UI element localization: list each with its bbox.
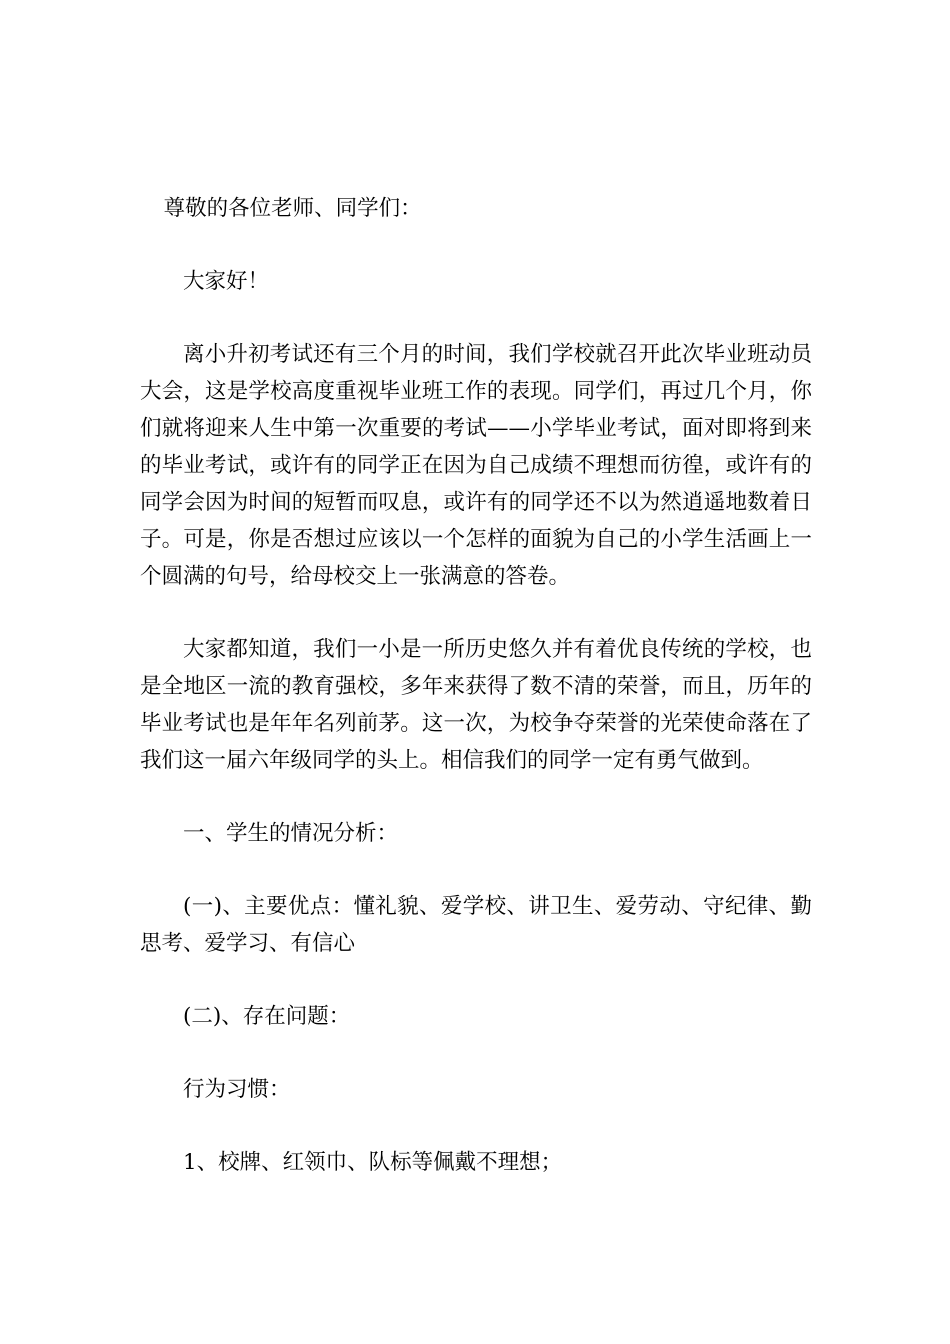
subsection-problems: (二)、存在问题：	[183, 1004, 351, 1029]
greeting: 大家好！	[183, 269, 270, 294]
salutation: 尊敬的各位老师、同学们：	[163, 196, 422, 221]
document-body	[140, 190, 812, 1217]
subsection-strengths: (一)、主要优点：懂礼貌、爱学校、讲卫生、爱劳动、守纪律、勤思考、爱学习、有信心	[140, 894, 812, 956]
section-heading-student-analysis: 一、学生的情况分析：	[183, 821, 399, 846]
list-item: 1、校牌、红领巾、队标等佩戴不理想；	[183, 1150, 563, 1175]
paragraph-school: 大家都知道，我们一小是一所历史悠久并有着优良传统的学校，也是全地区一流的教育强校，多年来获得了数不清的荣誉，而且，历年的毕业考试也是年年名列前茅。这一次，为校争夺荣誉的光荣使命落在了我们这一届六年级同学的头上。相信我们的同学一定有勇气做到。	[140, 637, 812, 773]
behavior-heading: 行为习惯：	[183, 1077, 291, 1102]
paragraph-intro: 离小升初考试还有三个月的时间，我们学校就召开此次毕业班动员大会，这是学校高度重视毕业班工作的表现。同学们，再过几个月，你们就将迎来人生中第一次重要的考试——小学毕业考试，面对即将到来的毕业考试，或许有的同学正在因为自己成绩不理想而彷徨，或许有的同学会因为时间的短暂而叹息，或许有的同学还不以为然逍遥地数着日子。可是，你是否想过应该以一个怎样的面貌为自己的小学生活画上一个圆满的句号，给母校交上一张满意的答卷。	[140, 342, 812, 589]
